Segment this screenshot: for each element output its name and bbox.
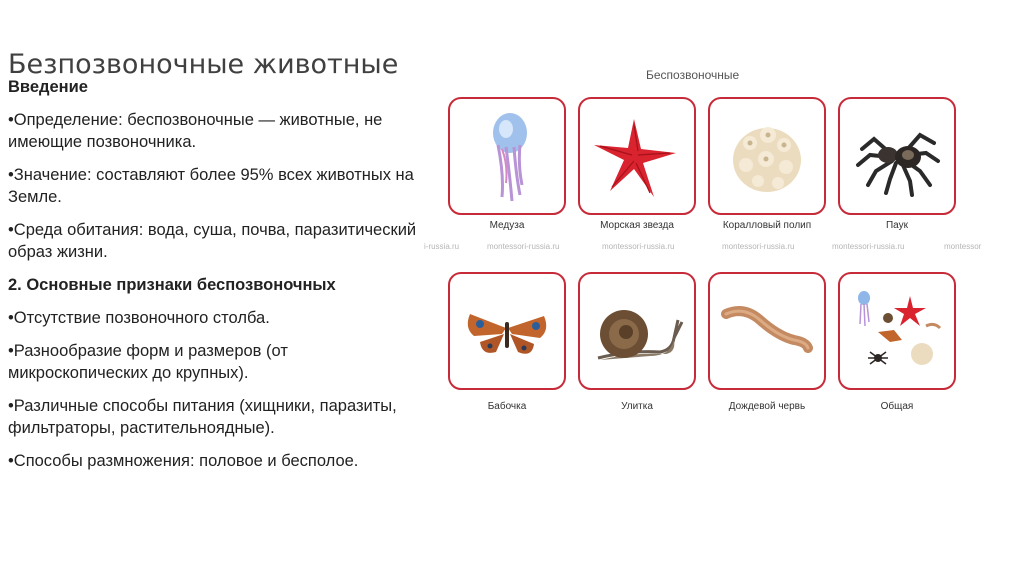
snail-icon [590, 280, 684, 380]
card-collage [838, 272, 956, 390]
bullet-item: •Отсутствие позвоночного столба. [8, 309, 270, 327]
watermark: montessori-russia.ru [602, 242, 675, 251]
card-label: Паук [885, 220, 908, 231]
butterfly-icon [460, 280, 554, 380]
spider-icon [850, 105, 944, 205]
card-earthworm [708, 272, 826, 390]
invertebrates-figure [424, 62, 1012, 422]
card-jellyfish [448, 97, 566, 215]
watermark: i-russia.ru [424, 242, 460, 251]
coral-icon [720, 105, 814, 205]
earthworm-icon [720, 280, 814, 380]
bullet-item: •Разнообразие форм и размеров (от микроскопических до крупных). [8, 342, 288, 382]
watermark: montessori-russia.ru [487, 242, 560, 251]
collage-icon [850, 280, 944, 380]
habitat-text: •Среда обитания: вода, суша, почва, паразитический образ жизни. [8, 221, 417, 261]
text-block [8, 76, 418, 483]
bullet-item: •Способы размножения: половое и бесполое. [8, 452, 359, 470]
jellyfish-icon [460, 105, 554, 205]
slide-title: Безпозвоночные животные [8, 49, 399, 81]
bullet-item: •Различные способы питания (хищники, паразиты, фильтраторы, растительноядные). [8, 397, 397, 437]
card-label: Бабочка [487, 401, 527, 412]
card-coral [708, 97, 826, 215]
section2-heading: 2. Основные признаки беспозвоночных [8, 276, 336, 294]
figure-title: Беспозвоночные [646, 68, 740, 82]
watermark: montessor [944, 242, 982, 251]
watermark: montessori-russia.ru [722, 242, 795, 251]
card-spider [838, 97, 956, 215]
card-label: Медуза [489, 220, 525, 231]
card-label: Дождевой червь [728, 401, 806, 412]
card-butterfly [448, 272, 566, 390]
card-starfish [578, 97, 696, 215]
card-snail [578, 272, 696, 390]
significance-text: •Значение: составляют более 95% всех животных на Земле. [8, 166, 414, 206]
card-label: Общая [880, 401, 914, 412]
card-label: Морская звезда [600, 220, 674, 231]
watermark: montessori-russia.ru [832, 242, 905, 251]
starfish-icon [590, 105, 684, 205]
card-label: Коралловый полип [722, 220, 812, 231]
intro-heading: Введение [8, 78, 88, 96]
card-label: Улитка [621, 401, 653, 412]
definition-text: •Определение: беспозвоночные — животные, не имеющие позвоночника. [8, 111, 383, 151]
